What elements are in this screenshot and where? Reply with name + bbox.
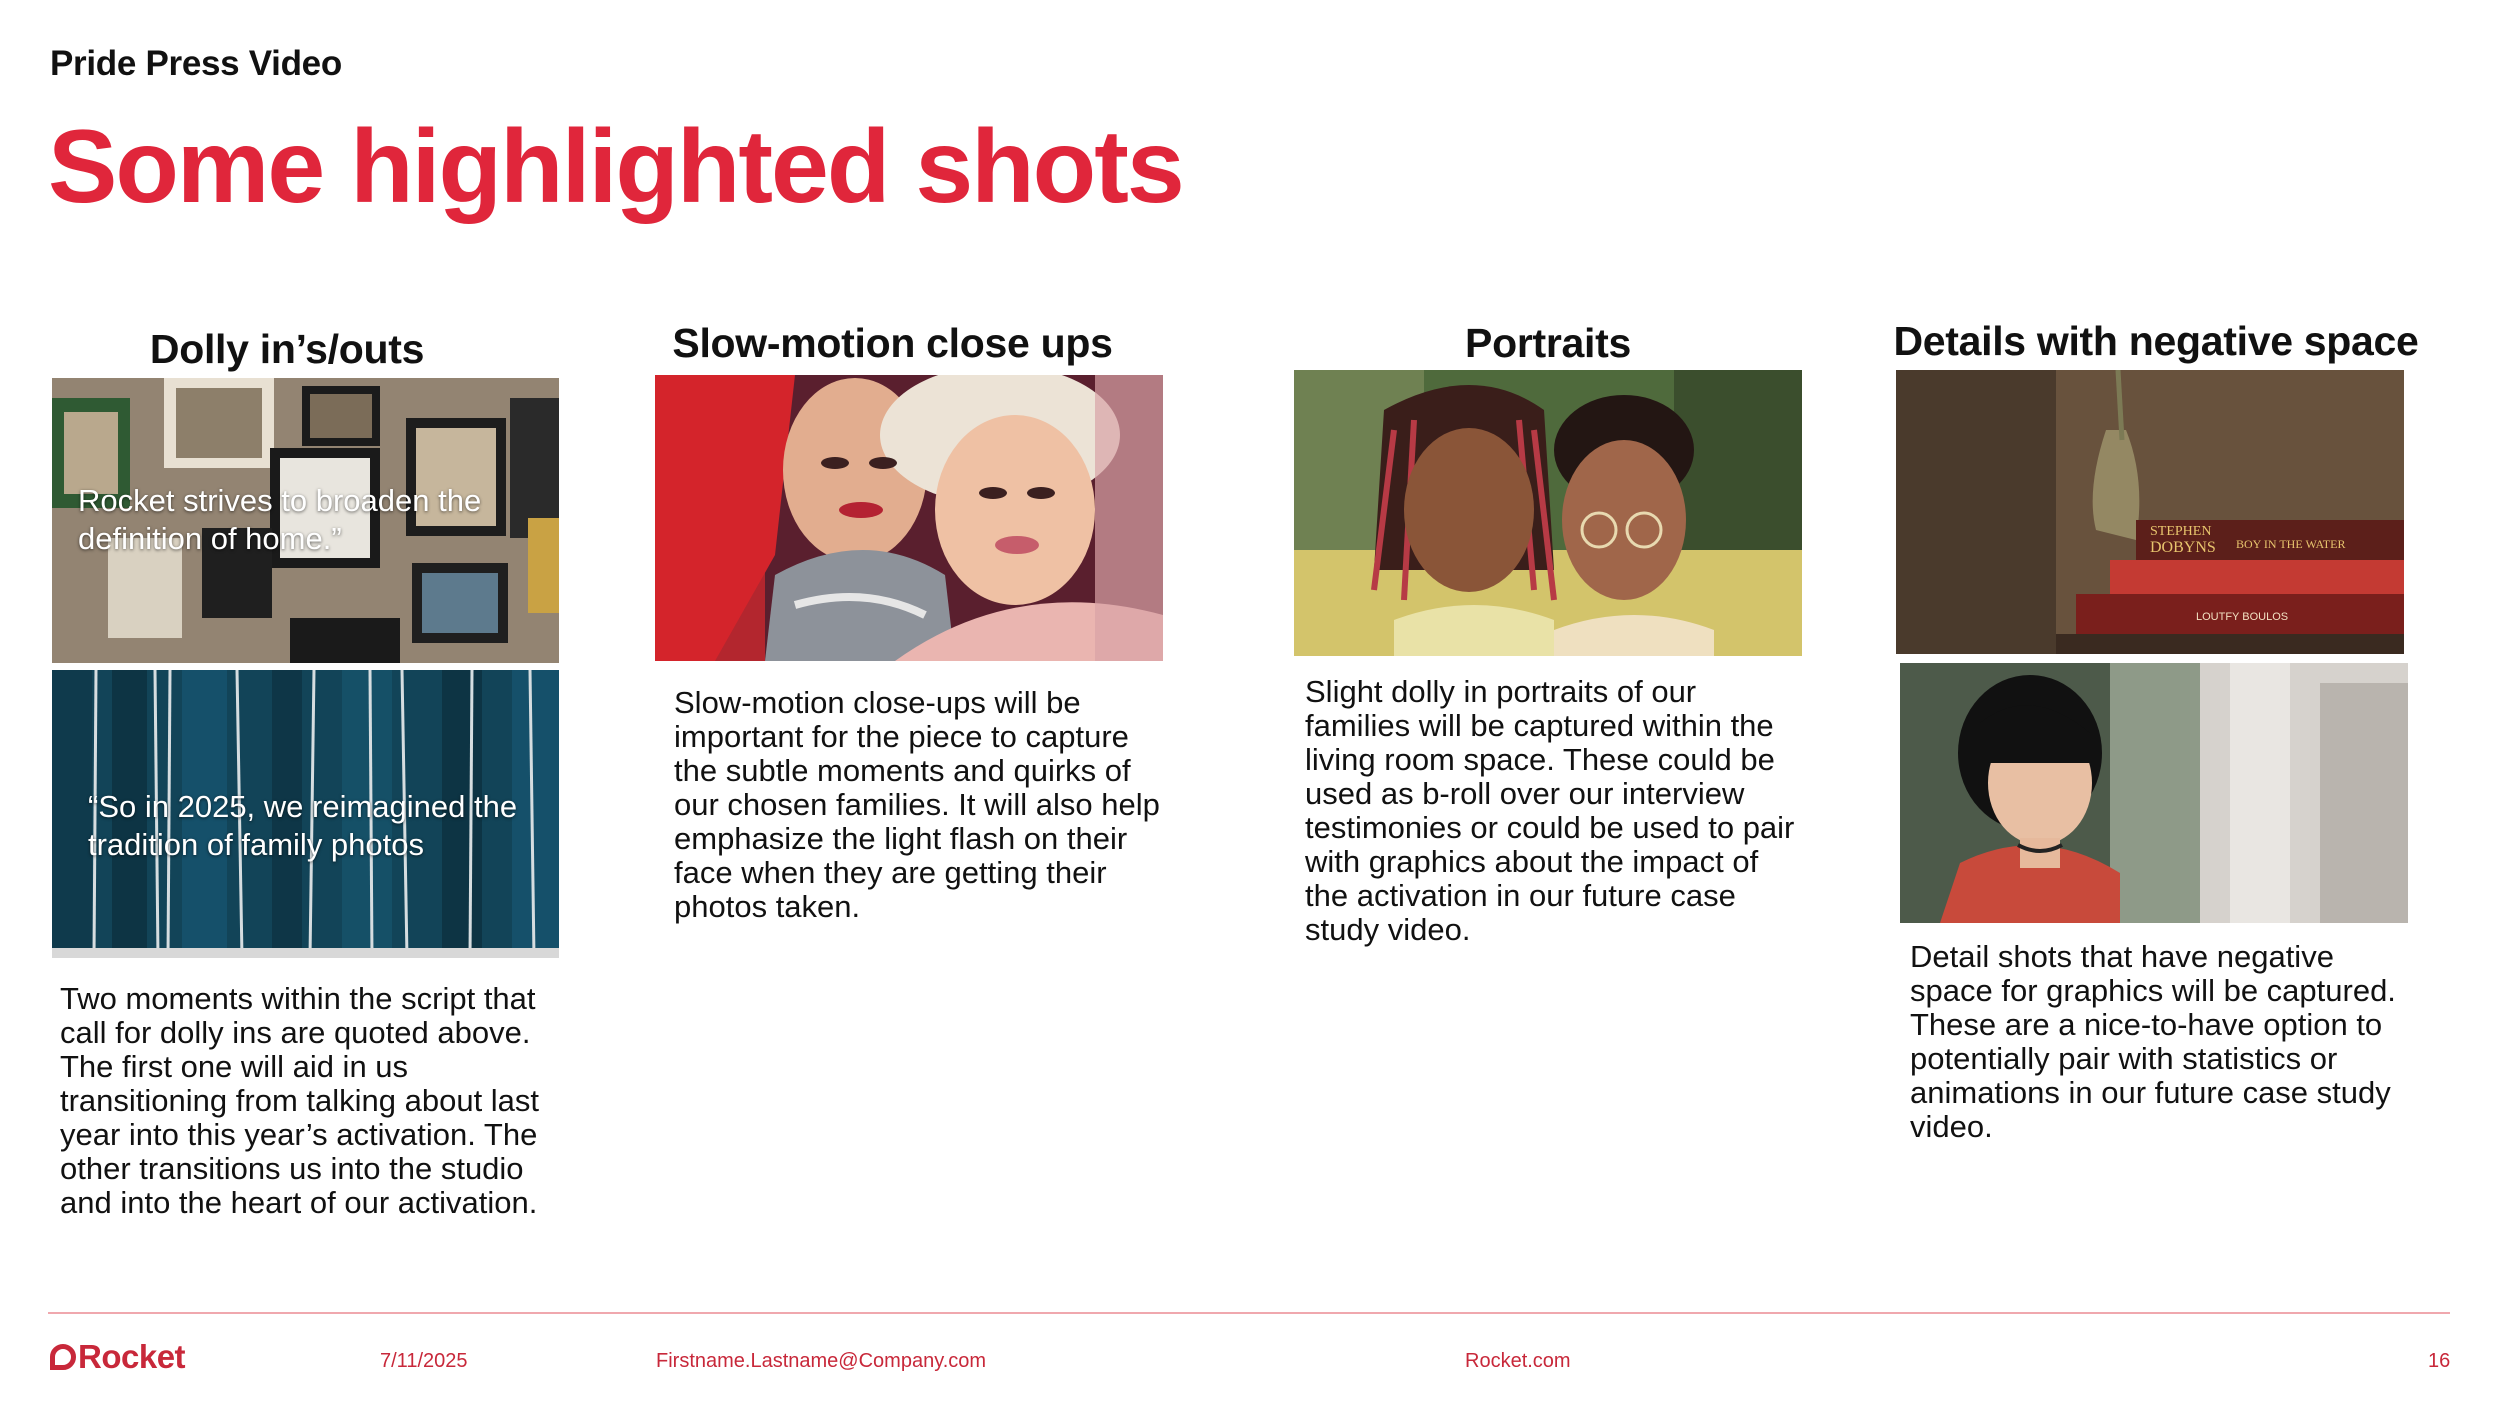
rocket-logo-text: Rocket — [78, 1338, 186, 1375]
details-description: Detail shots that have negative space for graphics will be captured. These are a nice-to-have option to potentially pair with statistics or animations in our future case study video. — [1910, 939, 2396, 1144]
portraits-photo — [1294, 370, 1802, 656]
slide-title: Some highlighted shots — [48, 109, 1183, 225]
footer-email[interactable]: Firstname.Lastname@Company.com — [656, 1350, 987, 1372]
footer-page-number: 16 — [2428, 1350, 2451, 1372]
footer-date: 7/11/2025 — [380, 1350, 468, 1372]
dolly-photo-curtain — [52, 670, 559, 958]
portraits-description: Slight dolly in portraits of our families will be captured within the living room space. These could be used as b-roll over our interview testimonies or could be used to pair with graphics about the impact of the activation in our future case study video. — [1305, 674, 1795, 947]
heading-portraits: Portraits — [1465, 320, 1631, 366]
deck-eyebrow: Pride Press Video — [50, 44, 342, 83]
footer-website[interactable]: Rocket.com — [1465, 1350, 1571, 1372]
details-photo-portrait — [1900, 663, 2408, 923]
dolly-photo-frames — [52, 378, 559, 663]
book-spine-title: BOY IN THE WATER — [2236, 537, 2346, 551]
heading-dolly: Dolly in’s/outs — [149, 326, 425, 372]
book-spine-author-last: DOBYNS — [2150, 539, 2216, 556]
rocket-logo-icon — [50, 1344, 76, 1370]
footer-divider — [48, 1312, 2450, 1314]
slow-motion-description: Slow-motion close-ups will be important for the piece to capture the subtle moments and quirks of our chosen families. It will also help emphasize the light flash on their face when they are getting their photos taken. — [674, 685, 1160, 924]
book-spine-second: LOUTFY BOULOS — [2196, 611, 2289, 623]
slow-motion-photo — [655, 375, 1163, 661]
heading-details: Details with negative space — [1893, 318, 2419, 364]
book-spine-author-first: STEPHEN — [2150, 524, 2212, 539]
dolly-quote-2: “So in 2025, we reimagined the tradition of family photos — [88, 789, 518, 862]
details-photo-books — [1896, 370, 2404, 654]
heading-slow-motion: Slow-motion close ups — [672, 320, 1113, 366]
dolly-quote-1: Rocket strives to broaden the definition of home.” — [78, 483, 482, 556]
rocket-logo — [50, 1338, 185, 1376]
dolly-description: Two moments within the script that call for dolly ins are quoted above. The first one will aid in us transitioning from talking about last year into this year’s activation. The other transitions us into the studio and into the heart of our activation. — [60, 981, 540, 1220]
